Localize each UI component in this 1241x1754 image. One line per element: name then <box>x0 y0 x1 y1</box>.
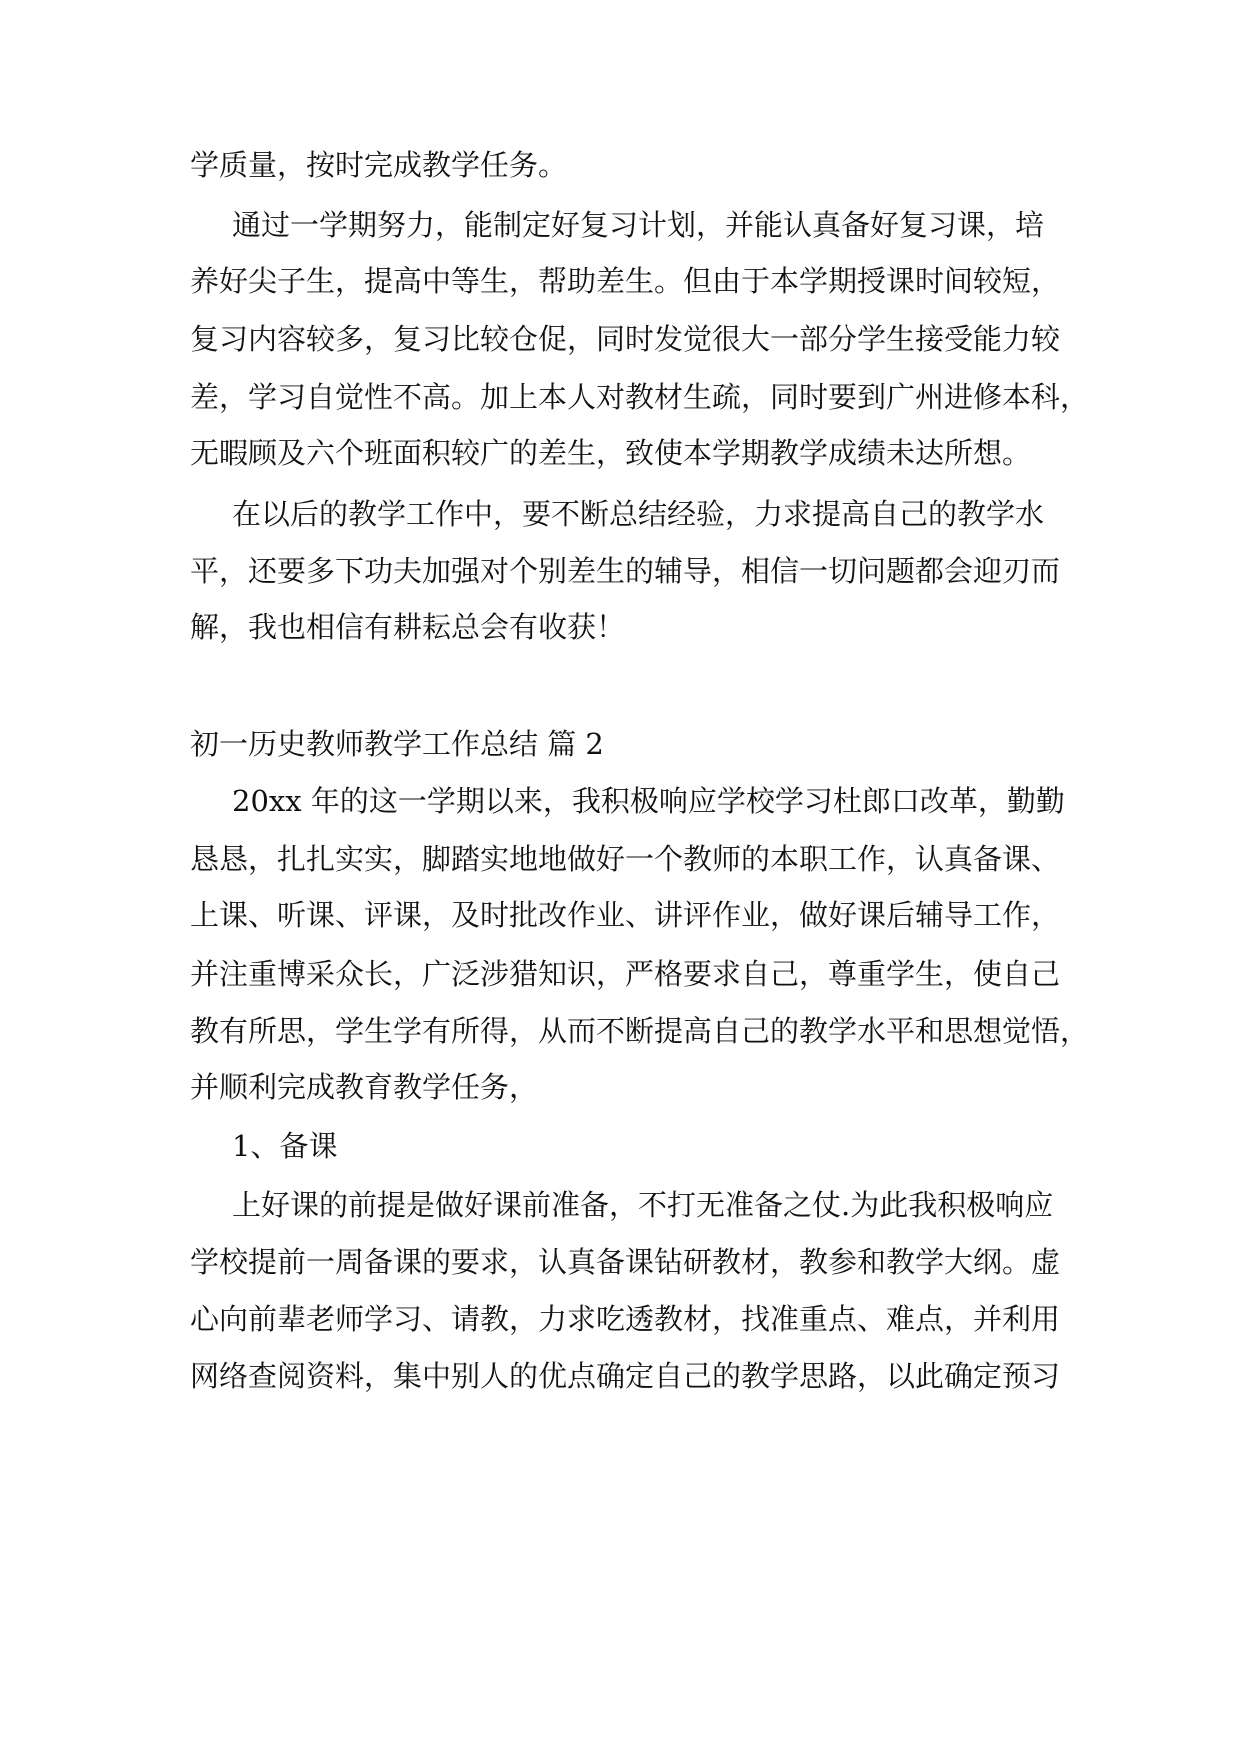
paragraph-line: 在以后的教学工作中，要不断总结经验，力求提高自己的教学水 <box>232 497 1045 531</box>
text-line: 养好尖子生，提高中等生，帮助差生。但由于本学期授课时间较短， <box>190 264 1061 298</box>
text-line: 恳恳，扎扎实实，脚踏实地地做好一个教师的本职工作，认真备课、 <box>190 842 1061 876</box>
text-line: 差，学习自觉性不高。加上本人对教材生疏，同时要到广州进修本科， <box>190 380 1090 414</box>
text-line: 学质量，按时完成教学任务。 <box>190 148 568 182</box>
paragraph-line: 上好课的前提是做好课前准备，不打无准备之仗.为此我积极响应 <box>232 1188 1054 1222</box>
text-line: 教有所思，学生学有所得，从而不断提高自己的教学水平和思想觉悟， <box>190 1014 1090 1048</box>
text-line: 学校提前一周备课的要求，认真备课钻研教材，教参和教学大纲。虚 <box>190 1245 1061 1279</box>
paragraph-line: 20xx 年的这一学期以来，我积极响应学校学习杜郎口改革，勤勤 <box>232 784 1065 818</box>
subheading: 1、备课 <box>232 1129 338 1163</box>
text-line: 心向前辈老师学习、请教，力求吃透教材，找准重点、难点，并利用 <box>190 1302 1061 1336</box>
text-line: 解，我也相信有耕耘总会有收获！ <box>190 610 626 644</box>
text-line: 网络查阅资料，集中别人的优点确定自己的教学思路，以此确定预习 <box>190 1359 1061 1393</box>
text-line: 上课、听课、评课，及时批改作业、讲评作业，做好课后辅导工作， <box>190 898 1061 932</box>
text-line: 并顺利完成教育教学任务， <box>190 1070 539 1104</box>
paragraph-line: 通过一学期努力，能制定好复习计划，并能认真备好复习课，培 <box>232 208 1045 242</box>
text-line: 平，还要多下功夫加强对个别差生的辅导，相信一切问题都会迎刃而 <box>190 554 1061 588</box>
text-line: 无暇顾及六个班面积较广的差生，致使本学期教学成绩未达所想。 <box>190 436 1032 470</box>
text-line: 复习内容较多，复习比较仓促，同时发觉很大一部分学生接受能力较 <box>190 322 1061 356</box>
text-line: 并注重博采众长，广泛涉猎知识，严格要求自己，尊重学生，使自己 <box>190 957 1061 991</box>
section-heading: 初一历史教师教学工作总结 篇 2 <box>190 727 604 761</box>
